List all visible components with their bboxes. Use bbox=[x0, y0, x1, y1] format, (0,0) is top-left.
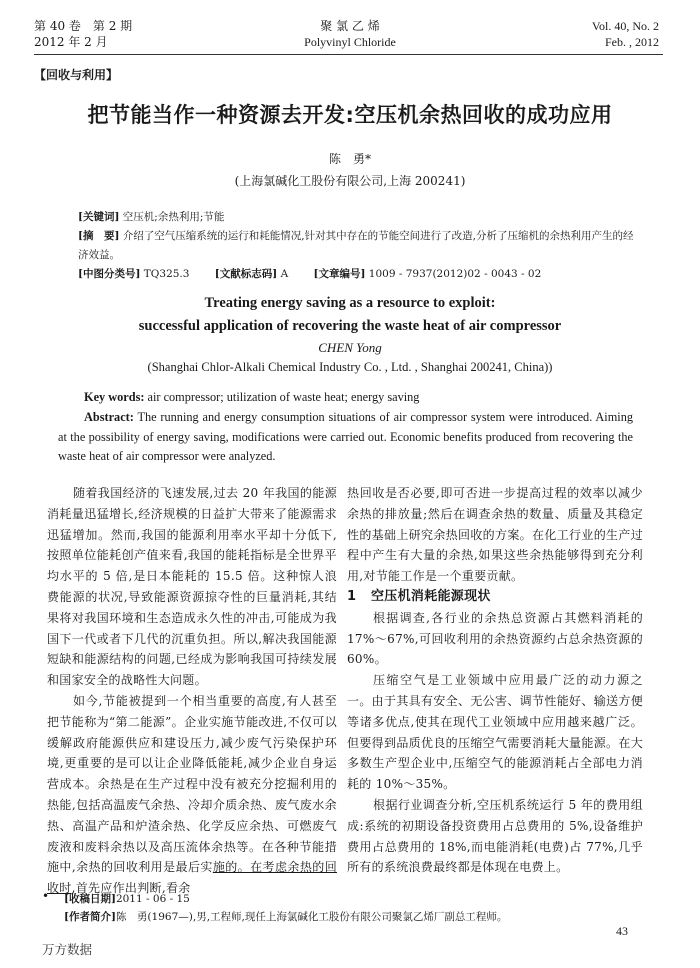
article-id-label: [文章编号] bbox=[313, 268, 366, 280]
paragraph bbox=[47, 691, 337, 899]
affiliation-cn: (上海氯碱化工股份有限公司,上海 200241) bbox=[234, 174, 466, 188]
abstract-cn bbox=[78, 227, 638, 265]
watermark: 万方数据 bbox=[42, 942, 93, 957]
author-en: CHEN Yong bbox=[318, 340, 382, 355]
paragraph: 根据调查,各行业的余热总资源占其燃料消耗的 17%～67%,可回收利用的余热资源约占总余热资源的 60%。 bbox=[347, 610, 643, 667]
body-left-column bbox=[47, 483, 337, 899]
doc-code-label: [文献标志码] bbox=[214, 268, 278, 280]
abstract-en-label: Abstract: bbox=[84, 410, 134, 424]
keywords-en bbox=[58, 388, 633, 408]
affiliation-en: (Shanghai Chlor-Alkali Chemical Industry Co. , Ltd. , Shanghai 200241, China)) bbox=[147, 360, 553, 374]
received-date bbox=[64, 890, 507, 908]
paragraph: 随着我国经济的飞速发展,过去 20 年我国的能源消耗量迅猛增长,经济规模的日益扩大带来了能源需求迅猛增加。然而,我国的能源利用率水平却十分低下,按照单位能耗创产值来看,我国的能耗指标是全世界平均水平的 5 倍,是日本能耗的 15.5 倍。这种惊人浪费能源的状况,导致能源资源掠夺性的巨量消耗,其结果将对我国环境和生态造成永久性的冲击,可能成为我国下一代或者下几代的沉重负担。所以,解决我国能源短缺和能源结构的问题,已经成为影响我国可持续发展和国家安全的战略性大问题。 bbox=[47, 486, 337, 688]
section-number: 1 bbox=[347, 588, 357, 604]
title-cn: 把节能当作一种资源去开发:空压机余热回收的成功应用 bbox=[87, 103, 613, 127]
keywords-cn-label: [关键词] bbox=[78, 211, 120, 223]
author-cn: 陈 勇* bbox=[328, 152, 371, 166]
clc-label: [中图分类号] bbox=[78, 268, 141, 280]
footnote bbox=[64, 890, 507, 926]
keywords-cn bbox=[78, 208, 638, 227]
volume-en: Vol. 40, No. 2 bbox=[591, 19, 659, 33]
author-bio bbox=[64, 908, 507, 926]
paragraph: 根据行业调查分析,空压机系统运行 5 年的费用组成:系统的初期设备投资费用占总费用的 5%,设备维护费用占总费用的 18%,而电能消耗(电费)占 77%,几乎所有的系统浪费最终都是体现在电费上。 bbox=[347, 797, 643, 875]
classification bbox=[78, 265, 638, 284]
abstract-en-text: The running and energy consumption situations of air compressor system were introduced. Aiming at the possibility of energy saving, modifications were carried out. Economic benefits produced from recovering the waste heat of air compressor were analyzed. bbox=[58, 410, 633, 463]
header-rule bbox=[34, 54, 663, 55]
title-en-line1: Treating energy saving as a resource to exploit: bbox=[204, 295, 496, 311]
date-cn: 2012 年 2 月 bbox=[34, 35, 108, 49]
abstract-cn-text: 介绍了空气压缩系统的运行和耗能情况,针对其中存在的节能空间进行了改造,分析了压缩机的余热利用产生的经济效益。 bbox=[78, 230, 634, 261]
received-label: [收稿日期] bbox=[64, 893, 116, 905]
doc-code-value: A bbox=[280, 268, 289, 280]
section-tag: 【回收与利用】 bbox=[34, 68, 119, 82]
bio-label: [作者简介] bbox=[64, 911, 116, 923]
page-number: 43 bbox=[616, 924, 628, 938]
footnote-bullet: • bbox=[42, 889, 50, 903]
title-en-line2: successful application of recovering the waste heat of air compressor bbox=[138, 318, 562, 334]
underlined-text: 施的。在考虑余热的回收时 bbox=[47, 860, 337, 896]
journal-en: Polyvinyl Chloride bbox=[304, 35, 396, 49]
paragraph-text: ,首先应作出判断,看余 bbox=[71, 881, 191, 896]
received-value: 2011 - 06 - 15 bbox=[115, 893, 190, 905]
abstract-cn-label: [摘 要] bbox=[78, 230, 120, 242]
clc-value: TQ325.3 bbox=[143, 268, 190, 280]
abstract-en bbox=[58, 408, 633, 467]
paragraph: 压缩空气是工业领域中应用最广泛的动力源之一。由于其具有安全、无公害、调节性能好、输送方便等诸多优点,使其在现代工业领域中应用越来越广泛。但要得到品质优良的压缩空气需要消耗大量能源。在大多数生产型企业中,压缩空气的能源消耗占全部电力消耗的 10%～35%。 bbox=[347, 673, 643, 792]
body-right-column bbox=[347, 483, 643, 878]
bio-value: 陈 勇(1967—),男,工程师,现任上海氯碱化工股份有限公司聚氯乙烯厂副总工程师。 bbox=[115, 911, 508, 923]
paragraph-text: 如今,节能被提到一个相当重要的高度,有人甚至把节能称为“第二能源”。企业实施节能改进,不仅可以缓解政府能源供应和建设压力,减少废气污染保护环境,更重要的是可以让企业降低能耗,减少企业自身运营成本。余热是在生产过程中没有被充分挖掘利用的热能,包括高温废气余热、冷却介质余热、废气废水余热、高温产品和炉渣余热、化学反应余热、可燃废气废液和废料余热以及高压流体余热等。在各种节能措施中,余热的回收利用是最后实 bbox=[47, 693, 337, 875]
journal-cn: 聚 氯 乙 烯 bbox=[320, 19, 380, 33]
volume-cn: 第 40 卷 第 2 期 bbox=[34, 19, 133, 33]
article-id-value: 1009 - 7937(2012)02 - 0043 - 02 bbox=[368, 268, 542, 280]
section-heading bbox=[347, 587, 643, 608]
section-title: 空压机消耗能源现状 bbox=[371, 588, 491, 604]
paragraph: 热回收是否必要,即可否进一步提高过程的效率以减少余热的排放量;然后在调查余热的数量、质量及其稳定性的基础上研究余热回收的方案。在化工行业的生产过程中产生有大量的余热,如果这些余热能够得到充分利用,对节能工作是一个重要贡献。 bbox=[347, 486, 643, 584]
keywords-en-label: Key words: bbox=[84, 390, 145, 404]
date-en: Feb. , 2012 bbox=[605, 35, 659, 49]
keywords-cn-text: 空压机;余热利用;节能 bbox=[122, 211, 225, 223]
header-right bbox=[592, 18, 659, 50]
keywords-en-text: air compressor; utilization of waste heat; energy saving bbox=[144, 390, 420, 404]
